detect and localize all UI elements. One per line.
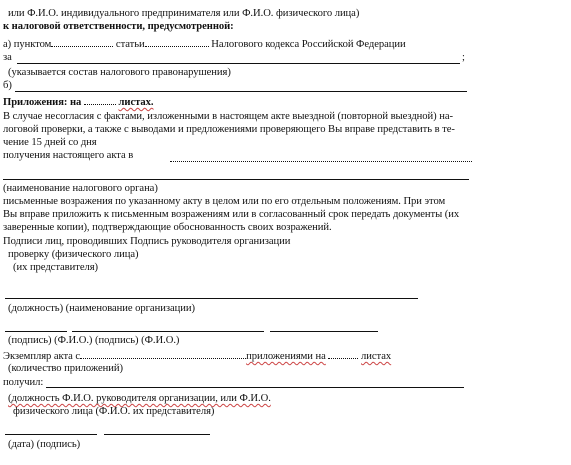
text-line-26: (дата) (подпись) bbox=[8, 439, 81, 450]
text-line-3 bbox=[3, 37, 406, 51]
sheets-label: листах. bbox=[118, 97, 154, 108]
text-line-15: заверенные копии), подтверждающие обоснованность своих возражений. bbox=[3, 222, 332, 233]
text-line-24 bbox=[8, 393, 271, 405]
attachments-label: Приложения: на bbox=[3, 97, 82, 108]
position-signature-line bbox=[5, 298, 418, 299]
attachments-on-label: приложениями на bbox=[246, 351, 326, 362]
point-blank bbox=[51, 37, 113, 47]
text-line-4 bbox=[3, 52, 12, 64]
copy-sheets-blank bbox=[328, 349, 358, 359]
semicolon: ; bbox=[462, 52, 465, 63]
copy-label: Экземпляр акта с bbox=[3, 351, 81, 362]
tax-authority-blank bbox=[170, 152, 472, 162]
item-b-blank-line bbox=[15, 91, 467, 92]
text-line-5: (указывается состав налогового правонарушения) bbox=[8, 67, 231, 78]
for-label: за bbox=[3, 52, 12, 63]
tax-authority-blank-line bbox=[3, 179, 469, 180]
text-line-20: (подпись) (Ф.И.О.) (подпись) (Ф.И.О.) bbox=[8, 335, 180, 346]
tax-code-label: Налогового кодекса Российской Федерации bbox=[211, 39, 406, 50]
text-line-1: или Ф.И.О. индивидуального предпринимателя или Ф.И.О. физического лица) bbox=[8, 8, 360, 19]
text-line-6: б) bbox=[3, 80, 12, 91]
copy-sheets-label: листах bbox=[361, 351, 392, 362]
signature-line-3 bbox=[104, 434, 210, 435]
text-line-13: письменные возражения по указанному акту в целом или по его отдельным положениям. При этом bbox=[3, 196, 446, 207]
signature-line-2 bbox=[270, 331, 378, 332]
attachments-blank bbox=[84, 95, 116, 105]
text-line-2: к налоговой ответственности, предусмотренной: bbox=[3, 21, 234, 32]
text-line-8: В случае несогласия с фактами, изложенными в настоящем акте выездной (повторной выездной) на- bbox=[3, 111, 453, 122]
text-line-12: (наименование налогового органа) bbox=[3, 183, 158, 194]
text-line-17: проверку (физического лица) bbox=[8, 249, 139, 260]
text-line-9: логовой проверки, а также с выводами и предложениями проверяющего Вы вправе представить в те- bbox=[3, 124, 455, 135]
text-line-23: получил: bbox=[3, 377, 44, 388]
text-line-7 bbox=[3, 95, 153, 109]
text-line-21 bbox=[3, 349, 391, 363]
text-line-18: (их представителя) bbox=[13, 262, 99, 273]
text-line-22: (количество приложений) bbox=[8, 363, 123, 374]
article-blank bbox=[145, 37, 209, 47]
text-line-14: Вы вправе приложить к письменным возражениям или в согласованный срок передать документы (их bbox=[3, 209, 460, 220]
receipt-label: получения настоящего акта в bbox=[3, 150, 134, 161]
position-fio-label: (должность Ф.И.О. руководителя организации, или Ф.И.О. bbox=[8, 393, 271, 404]
article-label: статьи bbox=[115, 39, 145, 50]
point-label: а) пунктом bbox=[3, 39, 52, 50]
fio-line-1 bbox=[72, 331, 264, 332]
text-line-10: чение 15 дней со дня bbox=[3, 137, 97, 148]
date-line bbox=[5, 434, 97, 435]
text-line-16: Подписи лиц, проводивших Подпись руководителя организации bbox=[3, 236, 291, 247]
text-line-19: (должность) (наименование организации) bbox=[8, 303, 195, 314]
copy-attachments-blank bbox=[80, 349, 246, 359]
signature-line-1 bbox=[5, 331, 67, 332]
text-line-25: физического лица (Ф.И.О. их представителя) bbox=[13, 406, 215, 417]
received-by-line bbox=[46, 387, 464, 388]
text-line-11 bbox=[3, 150, 133, 162]
violation-blank-line bbox=[17, 63, 460, 64]
